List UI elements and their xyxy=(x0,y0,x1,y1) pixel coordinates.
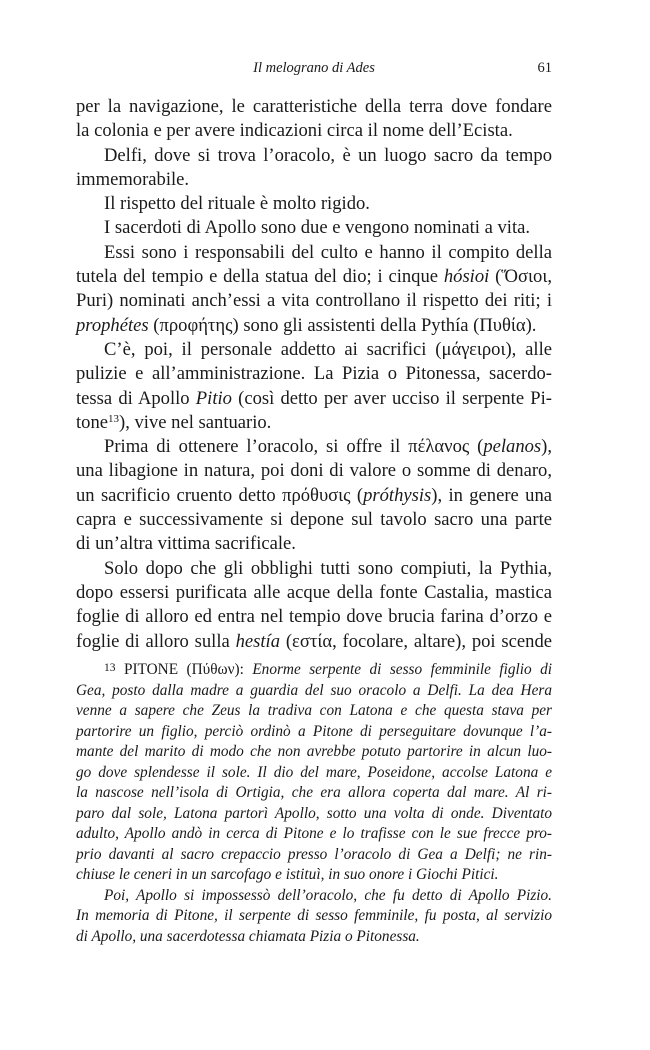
body-line xyxy=(76,630,552,654)
italic-text: partorire un figlio, perciò ordinò a Pitone di perseguitare dovunque l’a- xyxy=(76,722,552,740)
text-segment: tone xyxy=(76,411,109,433)
italic-text: prophétes xyxy=(76,314,149,336)
footnote-line xyxy=(76,865,552,886)
text-segment: (προφήτης) sono gli assistenti della Pythía (Πυθία). xyxy=(148,314,537,336)
italic-text: Enorme serpente di sesso femminile figlio di xyxy=(252,661,552,678)
body-line xyxy=(76,289,552,313)
page-header xyxy=(76,60,552,82)
text-segment: (così detto per aver ucciso il serpente Pi- xyxy=(231,387,552,409)
text-segment: C’è, poi, il personale addetto ai sacrifici (μάγειροι), alle xyxy=(104,338,552,360)
text-segment: I sacerdoti di Apollo sono due e vengono nominati a vita. xyxy=(104,217,531,239)
italic-text: Pitio xyxy=(195,387,232,409)
italic-text: venne a sapere che Zeus la tradiva con Latona e che questa stava per xyxy=(76,702,552,719)
italic-text: paro dal sole, Latona partorì Apollo, sotto una volta di onde. Diventato xyxy=(76,804,552,822)
body-line xyxy=(76,605,552,629)
text-segment: capra e successivamente si depone sul tavolo sacro una parte xyxy=(76,509,552,531)
footnote-reference: 13 xyxy=(108,412,120,425)
italic-text: próthysis xyxy=(363,484,432,506)
footnote-line xyxy=(76,886,552,907)
footnote-line xyxy=(76,681,552,702)
text-segment: immemorabile. xyxy=(76,168,190,190)
body-line xyxy=(76,411,552,435)
footnote-line xyxy=(76,763,552,784)
text-segment: PITONE (Πύθων): xyxy=(115,661,253,678)
body-line xyxy=(76,241,552,265)
body-line xyxy=(76,144,552,168)
text-segment: ), xyxy=(541,436,552,458)
text-segment: tutela del tempio e della statua del dio; i cinque xyxy=(76,266,444,288)
footnote-line xyxy=(76,845,552,866)
italic-text: pelanos xyxy=(483,436,542,458)
text-segment: foglie di alloro sulla xyxy=(76,630,236,652)
text-segment: Il rispetto del rituale è molto rigido. xyxy=(104,193,370,215)
body-line xyxy=(76,338,552,362)
italic-text: Gea, posto dalla madre a guardia del suo oracolo a Delfi. La dea Hera xyxy=(76,681,552,699)
italic-text: chiuse le ceneri in un sarcofago e istituì, in suo onore i Giochi Pitici. xyxy=(76,866,499,883)
footnote-line xyxy=(76,742,552,763)
body-line xyxy=(76,119,552,143)
text-segment: Solo dopo che gli obblighi tutti sono compiuti, la Pythia, xyxy=(104,557,552,579)
footnote-number: 13 xyxy=(104,662,116,674)
text-segment: ), in genere una xyxy=(431,484,552,506)
body-line xyxy=(76,387,552,411)
body-line xyxy=(76,435,552,459)
text-segment: di un’altra vittima sacrificale. xyxy=(76,533,296,555)
body-line xyxy=(76,95,552,119)
italic-text: Poi, Apollo si impossessò dell’oracolo, che fu detto di Apollo Pizio. xyxy=(104,886,552,904)
footnote-line xyxy=(76,660,552,681)
italic-text: hósioi xyxy=(443,266,490,288)
body-line xyxy=(76,192,552,216)
footnote-line xyxy=(76,783,552,804)
text-segment: Puri) nominati anch’essi a vita controllano il rispetto dei riti; i xyxy=(76,290,552,312)
body-line xyxy=(76,532,552,556)
italic-text: hestía xyxy=(235,630,281,652)
text-segment: dopo essersi purificata alle acque della fonte Castalia, mastica xyxy=(76,581,552,603)
italic-text: prio davanti al sacro crepaccio presso l’oracolo di Gea a Delfi; ne rin- xyxy=(76,845,552,863)
text-segment: pulizie e all’amministrazione. La Pizia o Pitonessa, sacerdo- xyxy=(76,363,552,385)
text-segment: foglie di alloro ed entra nel tempio dove brucia farina d’orzo e xyxy=(76,606,552,628)
italic-text: la nascose nell’isola di Ortigia, che era allora coperta dal mare. Al ri- xyxy=(76,784,552,801)
text-segment: tessa di Apollo xyxy=(76,387,196,409)
text-segment: (εστία, focolare, altare), poi scende xyxy=(280,630,552,652)
page-number: 61 xyxy=(537,60,552,76)
text-segment: Prima di ottenere l’oracolo, si offre il πέλανος ( xyxy=(104,436,484,458)
text-segment: una libagione in natura, poi doni di valore o somme di denaro, xyxy=(76,460,552,482)
italic-text: go dove splendesse il sole. Il dio del mare, Poseidone, accolse Latona e xyxy=(76,763,552,781)
body-text xyxy=(76,95,552,654)
italic-text: In memoria di Pitone, il serpente di sesso femminile, fu posta, al servizio xyxy=(76,907,552,924)
text-segment: Essi sono i responsabili del culto e hanno il compito della xyxy=(104,241,552,263)
running-title: Il melograno di Ades xyxy=(253,60,375,76)
body-line xyxy=(76,362,552,386)
footnote-line xyxy=(76,701,552,722)
footnote xyxy=(76,660,552,947)
body-line xyxy=(76,216,552,240)
text-segment: (Ὅσιοι, xyxy=(489,266,552,288)
footnote-line xyxy=(76,906,552,927)
text-segment: Delfi, dove si trova l’oracolo, è un luogo sacro da tempo xyxy=(104,144,552,166)
italic-text: mante del marito di modo che non avrebbe potuto partorire in alcun luo- xyxy=(76,743,552,760)
body-line xyxy=(76,508,552,532)
body-line xyxy=(76,581,552,605)
body-line xyxy=(76,314,552,338)
text-segment: la colonia e per avere indicazioni circa il nome dell’Ecista. xyxy=(76,120,513,142)
footnote-line xyxy=(76,722,552,743)
text-segment: per la navigazione, le caratteristiche della terra dove fondare xyxy=(76,96,552,117)
body-line xyxy=(76,459,552,483)
text-segment: un sacrificio cruento detto πρόθυσις ( xyxy=(76,484,364,506)
footnote-line xyxy=(76,804,552,825)
body-line xyxy=(76,168,552,192)
body-line xyxy=(76,557,552,581)
body-line xyxy=(76,484,552,508)
italic-text: adulto, Apollo andò in cerca di Pitone e lo trafisse con le sue frecce pro- xyxy=(76,825,552,842)
text-segment: ), vive nel santuario. xyxy=(119,411,272,433)
footnote-line xyxy=(76,824,552,845)
italic-text: di Apollo, una sacerdotessa chiamata Pizia o Pitonessa. xyxy=(76,927,420,945)
body-line xyxy=(76,265,552,289)
footnote-line xyxy=(76,927,552,948)
